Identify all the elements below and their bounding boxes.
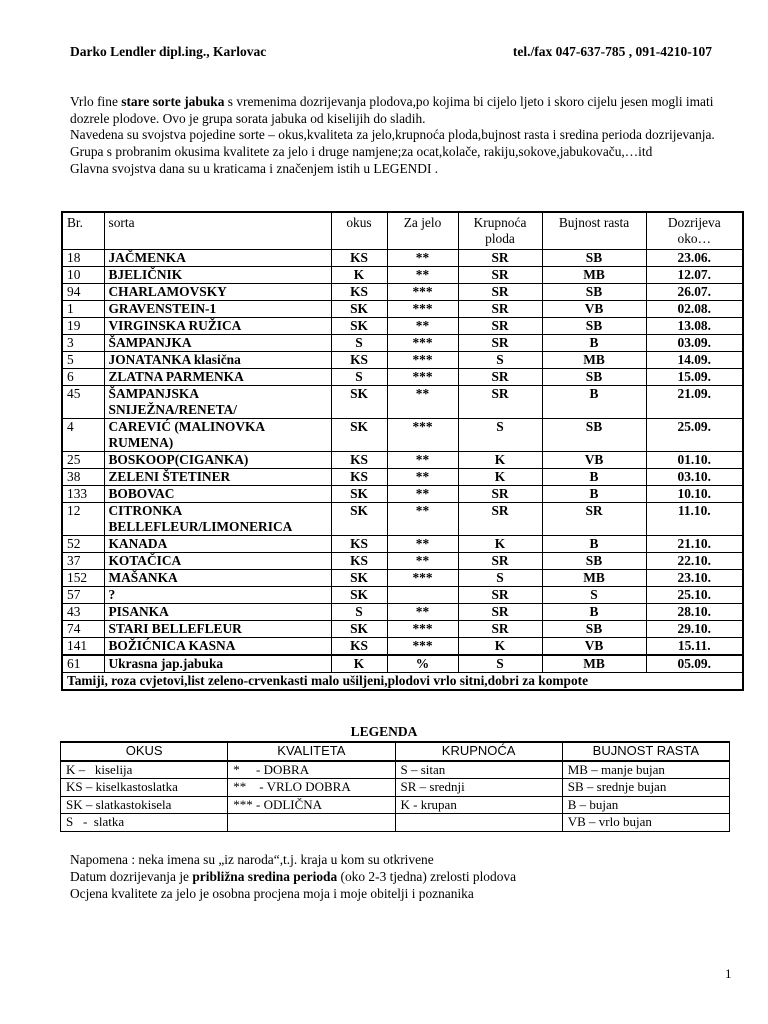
cell-bujnost: B [542,469,646,486]
cell-bujnost: B [542,536,646,553]
cell-zajelo: ** [387,452,458,469]
cell-bujnost: MB [542,570,646,587]
cell-dozrijeva: 01.10. [646,452,743,469]
legend-header-row [61,742,730,761]
cell-dozrijeva: 21.10. [646,536,743,553]
cell-bujnost: SB [542,369,646,386]
cell-dozrijeva: 29.10. [646,621,743,638]
legend-cell-okus: S - slatka [61,814,228,832]
cell-krupnoca: K [458,536,542,553]
author-name: Darko Lendler dipl.ing., Karlovac [70,44,267,59]
cell-br: 38 [62,469,104,486]
cell-br: 18 [62,250,104,267]
table-row [62,352,743,369]
cell-krupnoca: SR [458,604,542,621]
cell-sorta: Ukrasna jap.jabuka [104,655,331,673]
cell-zajelo: ** [387,267,458,284]
cell-okus: KS [331,352,387,369]
cell-zajelo: *** [387,621,458,638]
cell-dozrijeva: 13.08. [646,318,743,335]
page-number: 1 [725,966,732,981]
cell-bujnost: VB [542,301,646,318]
table-note: Tamiji, roza cvjetovi,list zeleno-crvenkasti malo ušiljeni,plodovi vrlo sitni,dobri za kompote [62,673,743,691]
col-header-dozrijeva: Dozrijeva oko… [646,212,743,250]
table-row [62,570,743,587]
cell-br: 141 [62,638,104,656]
table-row [62,369,743,386]
legend-cell-okus: SK – slatkastokisela [61,796,228,814]
table-row [62,638,743,656]
cell-okus: K [331,655,387,673]
cell-okus: SK [331,486,387,503]
cell-krupnoca: S [458,570,542,587]
cell-br: 3 [62,335,104,352]
table-note-row [62,673,743,691]
cell-dozrijeva: 03.10. [646,469,743,486]
cell-sorta: PISANKA [104,604,331,621]
legend-title: LEGENDA [350,724,418,739]
cell-bujnost: MB [542,267,646,284]
cell-bujnost: VB [542,452,646,469]
cell-dozrijeva: 28.10. [646,604,743,621]
table-row [62,284,743,301]
cell-dozrijeva: 14.09. [646,352,743,369]
cell-krupnoca: SR [458,250,542,267]
cell-okus: SK [331,503,387,536]
cell-okus: KS [331,638,387,656]
cell-bujnost: MB [542,655,646,673]
cell-krupnoca: SR [458,284,542,301]
cell-krupnoca: SR [458,386,542,419]
cell-sorta: MAŠANKA [104,570,331,587]
cell-krupnoca: K [458,469,542,486]
cell-zajelo: *** [387,419,458,452]
cell-okus: SK [331,318,387,335]
cell-sorta: KANADA [104,536,331,553]
cell-sorta: CAREVIĆ (MALINOVKA RUMENA) [104,419,331,452]
cell-sorta: JONATANKA klasična [104,352,331,369]
cell-zajelo: ** [387,604,458,621]
cell-krupnoca: SR [458,318,542,335]
cell-krupnoca: SR [458,335,542,352]
cell-krupnoca: SR [458,621,542,638]
cell-sorta: ? [104,587,331,604]
cell-br: 19 [62,318,104,335]
cell-zajelo: ** [387,469,458,486]
cell-dozrijeva: 25.09. [646,419,743,452]
cell-bujnost: SB [542,419,646,452]
table-row [62,621,743,638]
table-header-row [62,212,743,250]
cell-br: 152 [62,570,104,587]
cell-br: 57 [62,587,104,604]
cell-zajelo: ** [387,386,458,419]
legend-cell-bujnost: SB – srednje bujan [562,779,729,797]
cell-br: 94 [62,284,104,301]
cell-okus: K [331,267,387,284]
legend-cell-okus: KS – kiselkastoslatka [61,779,228,797]
cell-okus: SK [331,419,387,452]
cell-krupnoca: K [458,638,542,656]
cell-br: 37 [62,553,104,570]
legend-cell-kvaliteta: ** - VRLO DOBRA [228,779,395,797]
cell-br: 45 [62,386,104,419]
legend-row [61,779,730,797]
cell-zajelo: *** [387,352,458,369]
cell-bujnost: SB [542,318,646,335]
table-row [62,587,743,604]
intro-text [70,94,750,178]
cell-bujnost: SB [542,250,646,267]
legend-cell-bujnost: VB – vrlo bujan [562,814,729,832]
table-row [62,386,743,419]
table-row [62,250,743,267]
cell-zajelo: *** [387,284,458,301]
table-row [62,318,743,335]
table-row [62,503,743,536]
table-row [62,553,743,570]
cell-krupnoca: K [458,452,542,469]
cell-bujnost: B [542,604,646,621]
cell-okus: KS [331,452,387,469]
cell-dozrijeva: 23.06. [646,250,743,267]
cell-zajelo [387,587,458,604]
cell-sorta: JAČMENKA [104,250,331,267]
cell-okus: SK [331,386,387,419]
legend-cell-kvaliteta: *** - ODLIČNA [228,796,395,814]
cell-zajelo: ** [387,318,458,335]
cell-dozrijeva: 22.10. [646,553,743,570]
contact-info: tel./fax 047-637-785 , 091-4210-107 [512,44,712,59]
cell-sorta: KOTAČICA [104,553,331,570]
legend-row [61,761,730,779]
cell-br: 25 [62,452,104,469]
cell-sorta: GRAVENSTEIN-1 [104,301,331,318]
cell-bujnost: SR [542,503,646,536]
cell-krupnoca: SR [458,369,542,386]
cell-dozrijeva: 23.10. [646,570,743,587]
cell-sorta: BJELIČNIK [104,267,331,284]
cell-zajelo: *** [387,638,458,656]
col-header-zajelo: Za jelo [387,212,458,250]
cell-zajelo: ** [387,553,458,570]
cell-dozrijeva: 05.09. [646,655,743,673]
cell-krupnoca: S [458,352,542,369]
cell-krupnoca: SR [458,486,542,503]
cell-bujnost: B [542,335,646,352]
legend-cell-okus: K – kiselija [61,761,228,779]
cell-bujnost: B [542,486,646,503]
legend-row [61,796,730,814]
cell-krupnoca: SR [458,587,542,604]
cell-zajelo: *** [387,369,458,386]
cell-sorta: ŠAMPANJSKA SNIJEŽNA/RENETA/ [104,386,331,419]
cell-br: 4 [62,419,104,452]
legend-table [60,741,730,832]
cell-bujnost: SB [542,553,646,570]
cell-okus: S [331,369,387,386]
cell-bujnost: SB [542,284,646,301]
table-row [62,267,743,284]
col-header-bujnost: Bujnost rasta [542,212,646,250]
col-header-okus: okus [331,212,387,250]
cell-krupnoca: SR [458,553,542,570]
cell-okus: KS [331,284,387,301]
cell-br: 12 [62,503,104,536]
apple-varieties-table [61,211,744,691]
cell-zajelo: *** [387,570,458,587]
cell-br: 74 [62,621,104,638]
legend-header-bujnost: BUJNOST RASTA [562,742,729,761]
cell-okus: S [331,604,387,621]
cell-zajelo: ** [387,250,458,267]
cell-dozrijeva: 15.09. [646,369,743,386]
cell-sorta: VIRGINSKA RUŽICA [104,318,331,335]
cell-br: 1 [62,301,104,318]
legend-row [61,814,730,832]
cell-sorta: ŠAMPANJKA [104,335,331,352]
cell-br: 5 [62,352,104,369]
cell-bujnost: B [542,386,646,419]
cell-okus: S [331,335,387,352]
intro-paragraph-3: Glavna svojstva dana su u kraticama i značenjem istih u LEGENDI . [70,160,439,176]
cell-dozrijeva: 12.07. [646,267,743,284]
cell-okus: SK [331,301,387,318]
cell-zajelo: ** [387,536,458,553]
legend-cell-krupnoca [395,814,562,832]
note-names: Napomena : neka imena su „iz naroda“,t.j. kraja u kom su otkrivene [70,852,434,867]
cell-okus: KS [331,250,387,267]
legend-header-okus: OKUS [61,742,228,761]
legend-cell-kvaliteta [228,814,395,832]
cell-dozrijeva: 03.09. [646,335,743,352]
cell-sorta: BOSKOOP(CIGANKA) [104,452,331,469]
cell-okus: KS [331,553,387,570]
cell-zajelo: ** [387,503,458,536]
cell-krupnoca: S [458,419,542,452]
legend-cell-kvaliteta: * - DOBRA [228,761,395,779]
cell-dozrijeva: 02.08. [646,301,743,318]
cell-br: 6 [62,369,104,386]
table-row [62,301,743,318]
cell-zajelo: *** [387,301,458,318]
cell-dozrijeva: 25.10. [646,587,743,604]
intro-paragraph-2: Navedena su svojstva pojedine sorte – okus,kvaliteta za jelo,krupnoća ploda,bujnost rasta i sredina perioda dozrijevanja. Grupa s probranim okusima kvalitete za jelo i druge namjene;za ocat,kolače, rakiju,sokove,jabukovaču,…itd [70,127,715,160]
legend-header-krupnoca: KRUPNOĆA [395,742,562,761]
cell-bujnost: VB [542,638,646,656]
col-header-br: Br. [62,212,104,250]
col-header-krupnoca: Krupnoća ploda [458,212,542,250]
cell-okus: KS [331,536,387,553]
legend-cell-krupnoca: S – sitan [395,761,562,779]
cell-zajelo: % [387,655,458,673]
cell-zajelo: ** [387,486,458,503]
table-row [62,419,743,452]
legend-cell-krupnoca: SR – srednji [395,779,562,797]
cell-sorta: STARI BELLEFLEUR [104,621,331,638]
cell-krupnoca: SR [458,301,542,318]
legend-cell-krupnoca: K - krupan [395,796,562,814]
table-row [62,536,743,553]
cell-bujnost: MB [542,352,646,369]
cell-br: 133 [62,486,104,503]
legend-header-kvaliteta: KVALITETA [228,742,395,761]
cell-sorta: CITRONKA BELLEFLEUR/LIMONERICA [104,503,331,536]
legend-cell-bujnost: B – bujan [562,796,729,814]
table-row [62,335,743,352]
col-header-sorta: sorta [104,212,331,250]
cell-bujnost: S [542,587,646,604]
legend-cell-bujnost: MB – manje bujan [562,761,729,779]
cell-krupnoca: SR [458,267,542,284]
cell-bujnost: SB [542,621,646,638]
cell-sorta: BOŽIĆNICA KASNA [104,638,331,656]
cell-br: 61 [62,655,104,673]
table-row [62,486,743,503]
cell-dozrijeva: 15.11. [646,638,743,656]
cell-sorta: CHARLAMOVSKY [104,284,331,301]
note-dates: Datum dozrijevanja je približna sredina perioda (oko 2-3 tjedna) zrelosti plodova [70,869,517,884]
table-row [62,469,743,486]
cell-krupnoca: SR [458,503,542,536]
cell-okus: SK [331,621,387,638]
cell-dozrijeva: 10.10. [646,486,743,503]
cell-krupnoca: S [458,655,542,673]
table-row [62,604,743,621]
cell-okus: SK [331,587,387,604]
table-row-ornamental [62,655,743,673]
cell-dozrijeva: 21.09. [646,386,743,419]
cell-dozrijeva: 26.07. [646,284,743,301]
cell-sorta: ZELENI ŠTETINER [104,469,331,486]
cell-br: 52 [62,536,104,553]
notes [70,851,750,902]
note-quality: Ocjena kvalitete za jelo je osobna procjena moja i moje obitelji i poznanika [70,886,474,901]
cell-br: 10 [62,267,104,284]
cell-dozrijeva: 11.10. [646,503,743,536]
intro-paragraph-1: Vrlo fine stare sorte jabuka s vremenima dozrijevanja plodova,po kojima bi cijelo ljeto i skoro cijelu jesen mogli imati dozrele plodove. Ovo je grupa sorata jabuka od kiselijih do sladih. [70,94,714,126]
page-header [70,44,712,62]
cell-br: 43 [62,604,104,621]
cell-okus: KS [331,469,387,486]
table-row [62,452,743,469]
cell-okus: SK [331,570,387,587]
cell-zajelo: *** [387,335,458,352]
cell-sorta: BOBOVAC [104,486,331,503]
cell-sorta: ZLATNA PARMENKA [104,369,331,386]
